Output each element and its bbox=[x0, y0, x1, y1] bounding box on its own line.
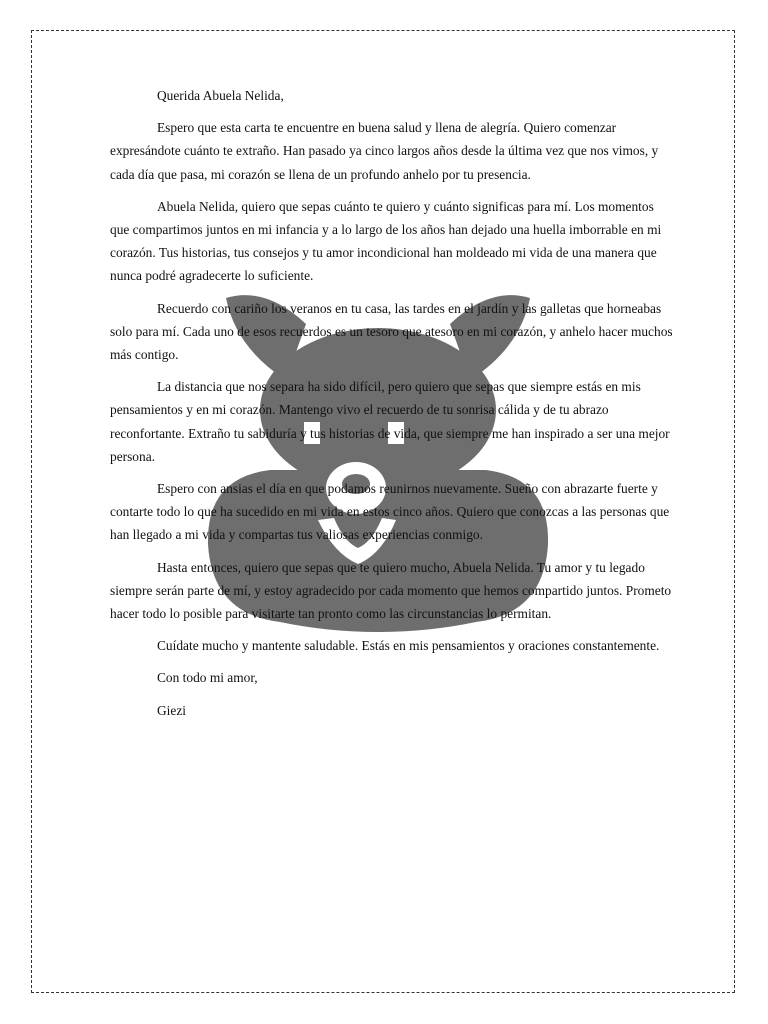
letter-closing: Con todo mi amor, bbox=[157, 670, 258, 686]
letter-paragraph: Espero que esta carta te encuentre en buena salud y llena de alegría. Quiero comenzar expresándote cuánto te extraño. Han pasado ya cinco largos años desde la última vez que nos vimos, y cada día que pasa, mi corazón se llena de un profundo anhelo por tu presencia. bbox=[110, 120, 659, 182]
letter-paragraph: Recuerdo con cariño los veranos en tu casa, las tardes en el jardín y las galletas que horneabas solo para mí. Cada uno de esos recuerdos es un tesoro que atesoro en mi corazón, y anhelo hacer muchos más contigo. bbox=[110, 300, 673, 363]
letter-paragraph: Abuela Nelida, quiero que sepas cuánto te quiero y cuánto significas para mí. Los momentos que compartimos juntos en mi infancia y a lo largo de los años han dejado una huella imborrable en mi corazón. Tus historias, tus consejos y tu amor incondicional han moldeado mi vida de una manera que nunca podré agradecerte lo suficiente. bbox=[110, 198, 662, 284]
letter-body bbox=[110, 84, 676, 731]
letter-paragraph: Hasta entonces, quiero que sepas que te quiero mucho, Abuela Nelida. Tu amor y tu legado siempre serán parte de mí, y estoy agradecido por cada momento que hemos compartido juntos. Prometo hacer todo lo posible para visitarte tan pronto como las circunstancias lo permitan. bbox=[110, 559, 672, 622]
letter-signature: Giezi bbox=[157, 702, 186, 718]
letter-paragraph: La distancia que nos separa ha sido difícil, pero quiero que sepas que siempre estás en mis pensamientos y en mi corazón. Mantengo vivo el recuerdo de tu sonrisa cálida y de tu abrazo reconfortante. Extraño tu sabiduría y tus historias de vida, que siempre me han inspirado a ser una mejor persona. bbox=[110, 379, 670, 464]
letter-salutation: Querida Abuela Nelida, bbox=[157, 88, 284, 103]
letter-paragraph: Cuídate mucho y mantente saludable. Estás en mis pensamientos y oraciones constantemente. bbox=[157, 638, 660, 654]
letter-paragraph: Espero con ansias el día en que podamos reunirnos nuevamente. Sueño con abrazarte fuerte y contarte todo lo que ha sucedido en mi vida en estos cinco años. Quiero que conozcas a las personas que han llegado a mi vida y compartas tus valiosas experiencias conmigo. bbox=[110, 481, 670, 543]
